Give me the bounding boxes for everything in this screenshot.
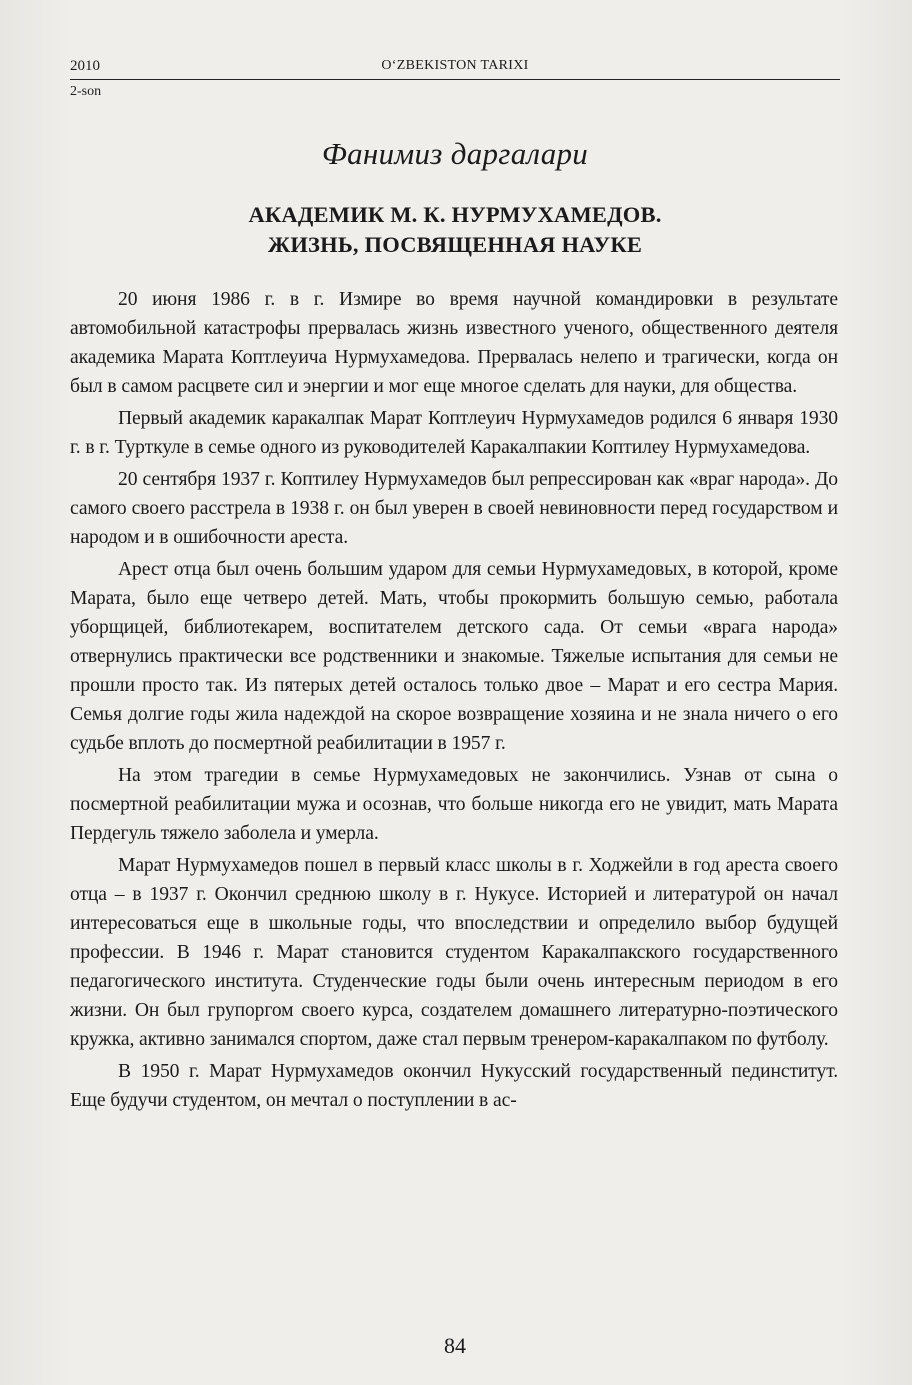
article-title-line-2: ЖИЗНЬ, ПОСВЯЩЕННАЯ НАУКЕ	[267, 232, 643, 257]
section-title: Фанимиз даргалари	[321, 136, 589, 171]
paragraph: 20 сентября 1937 г. Коптилеу Нурмухамедов был репрессирован как «враг народа». До самого своего расстрела в 1938 г. он был уверен в своей невиновности перед государством и народом и в ошибочности ареста.	[70, 469, 838, 548]
page-number: 84	[444, 1333, 466, 1358]
header-rule	[70, 79, 840, 80]
paragraph: 20 июня 1986 г. в г. Измире во время научной командировки в результате автомобильной катастрофы прервалась жизнь известного ученого, общественного деятеля академика Марата Коптлеуича Нурмухамедова. Прервалась нелепо и трагически, когда он был в самом расцвете сил и энергии и мог еще многое сделать для науки, для общества.	[70, 289, 838, 397]
paragraph: Марат Нурмухамедов пошел в первый класс школы в г. Ходжейли в год ареста своего отца – в 1937 г. Окончил среднюю школу в г. Нукусе. Историей и литературой он начал интересоваться еще в школьные годы, что впоследствии и определило выбор будущей профессии. В 1946 г. Марат становится студентом Каракалпакского государственного педагогического института. Студенческие годы были очень интересным периодом в его жизни. Он был групоргом своего курса, создателем домашнего литературно-поэтического кружка, активно занимался спортом, даже стал первым тренером-каракалпаком по футболу.	[70, 855, 838, 1050]
header-year: 2010	[70, 58, 100, 74]
article-title	[70, 200, 840, 260]
paragraph: Арест отца был очень большим ударом для семьи Нурмухамедовых, в которой, кроме Марата, было еще четверо детей. Мать, чтобы прокормить большую семью, работала уборщицей, библиотекарем, воспитателем детского сада. От семьи «врага народа» отвернулись практически все родственники и знакомые. Тяжелые испытания для семьи не прошли просто так. Из пятерых детей осталось только двое – Марат и его сестра Мария. Семья долгие годы жила надеждой на скорое возвращение хозяина и не знала ничего о его судьбе вплоть до посмертной реабилитации в 1957 г.	[70, 559, 838, 754]
paragraph: Первый академик каракалпак Марат Коптлеуич Нурмухамедов родился 6 января 1930 г. в г. Турткуле в семье одного из руководителей Каракалпакии Коптилеу Нурмухамедова.	[70, 408, 838, 458]
article-body	[70, 285, 838, 1118]
paragraph: В 1950 г. Марат Нурмухамедов окончил Нукусский государственный пединститут. Еще будучи студентом, он мечтал о поступлении в ас-	[70, 1061, 838, 1111]
paragraph: На этом трагедии в семье Нурмухамедовых не закончились. Узнав от сына о посмертной реабилитации мужа и осознав, что больше никогда его не увидит, мать Марата Пердегуль тяжело заболела и умерла.	[70, 765, 838, 844]
article-title-line-1: АКАДЕМИК М. К. НУРМУХАМЕДОВ.	[248, 202, 662, 227]
header-journal-title: O‘ZBEKISTON TARIXI	[381, 58, 529, 73]
running-header	[70, 58, 840, 78]
header-issue: 2-son	[70, 84, 102, 99]
